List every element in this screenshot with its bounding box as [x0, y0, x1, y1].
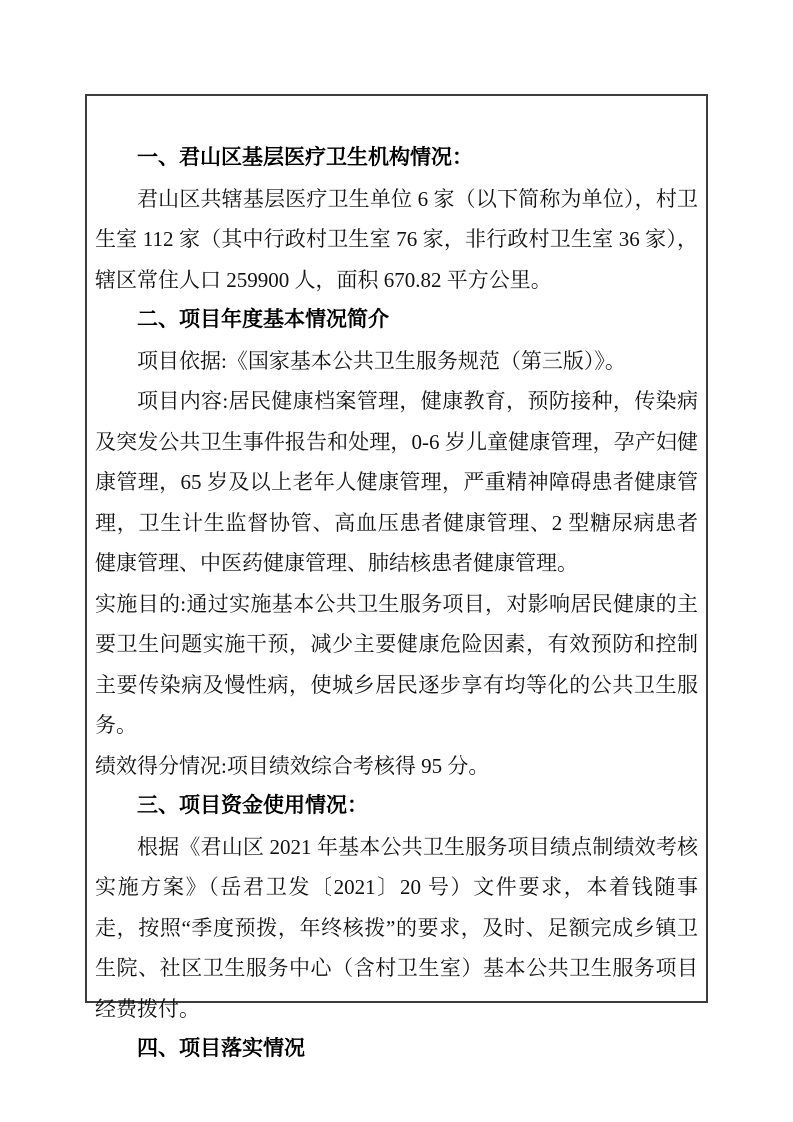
section-1-body: 君山区共辖基层医疗卫生单位 6 家（以下简称为单位），村卫生室 112 家（其中行政村卫生室 76 家，非行政村卫生室 36 家），辖区常住人口 259900 人，面积 670.82 平方公里。: [95, 186, 698, 292]
section-1-heading: 一、君山区基层医疗卫生机构情况：: [137, 146, 473, 169]
section-2-content-paragraph: 项目内容:居民健康档案管理，健康教育，预防接种，传染病及突发公共卫生事件报告和处理，0-6 岁儿童健康管理，孕产妇健康管理，65 岁及以上老年人健康管理，严重精神障碍患者健康管理，卫生计生监督协管、高血压患者健康管理、2 型糖尿病患者健康管理、中医药健康管理、肺结核患者健康管理。: [95, 389, 698, 575]
section-2-heading: 二、项目年度基本情况简介: [137, 308, 389, 331]
report-table-cell: [85, 94, 708, 1060]
section-4-heading: 四、项目落实情况: [137, 1037, 305, 1060]
section-2-score-paragraph: 绩效得分情况:项目绩效综合考核得 95 分。: [95, 753, 490, 778]
section-3-heading: 三、项目资金使用情况：: [137, 794, 368, 817]
section-2-basis-paragraph: 项目依据:《国家基本公共卫生服务规范（第三版）》。: [137, 348, 626, 373]
section-3-body: 根据《君山区 2021 年基本公共卫生服务项目绩点制绩效考核实施方案》（岳君卫发〔2021〕20 号）文件要求，本着钱随事走，按照“季度预拨，年终核拨”的要求，及时、足额完成乡镇卫生院、社区卫生服务中心（含村卫生室）基本公共卫生服务项目经费拨付。: [95, 834, 698, 1021]
section-2-purpose-paragraph: 实施目的:通过实施基本公共卫生服务项目，对影响居民健康的主要卫生问题实施干预，减少主要健康危险因素，有效预防和控制主要传染病及慢性病，使城乡居民逐步享有均等化的公共卫生服务。: [95, 591, 698, 737]
